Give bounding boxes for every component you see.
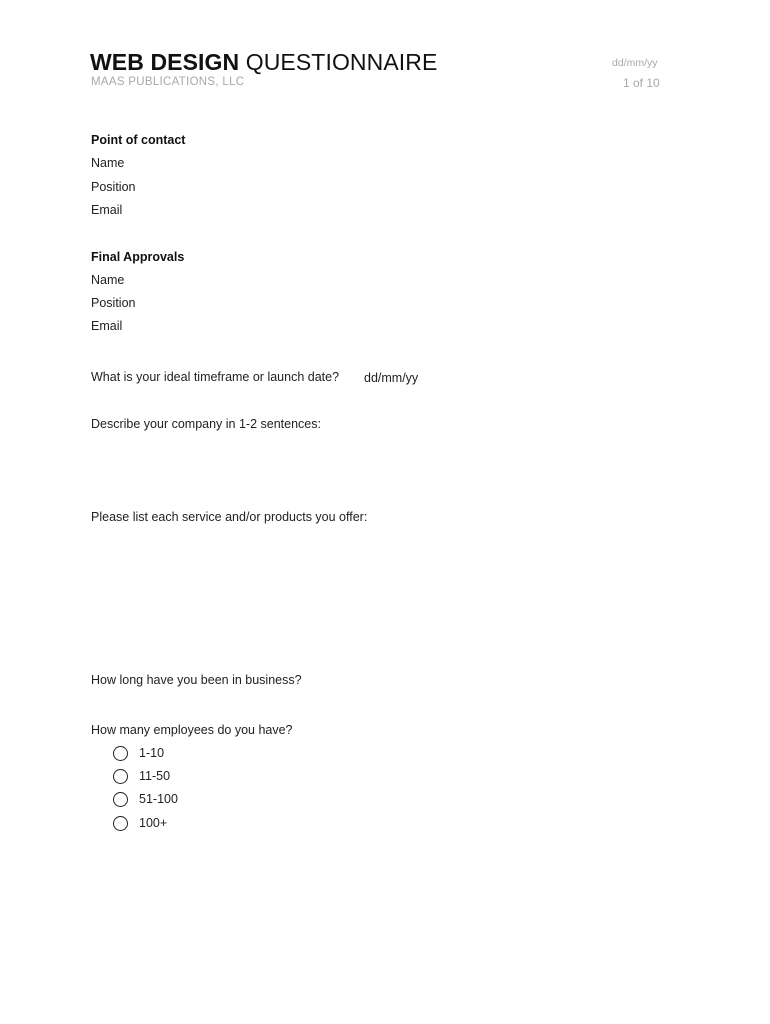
radio-option-11-50[interactable] — [113, 766, 170, 786]
radio-circle-icon[interactable] — [113, 792, 128, 807]
radio-option-51-100[interactable] — [113, 789, 178, 809]
page-title-bold: WEB DESIGN — [90, 49, 240, 75]
contact-position-field[interactable]: Position — [91, 180, 136, 194]
header-date-field[interactable]: dd/mm/yy — [612, 57, 658, 69]
contact-email-field[interactable]: Email — [91, 203, 123, 217]
radio-label: 11-50 — [139, 769, 171, 783]
radio-option-100-plus[interactable] — [113, 813, 167, 833]
question-services[interactable]: Please list each service and/or products you offer: — [91, 510, 368, 524]
question-timeframe: What is your ideal timeframe or launch date? — [91, 370, 340, 384]
page-counter: 1 of 10 — [623, 76, 660, 90]
radio-label: 100+ — [139, 816, 168, 830]
radio-label: 51-100 — [139, 792, 178, 806]
approval-name-field[interactable]: Name — [91, 273, 125, 287]
question-employees: How many employees do you have? — [91, 723, 293, 737]
radio-label: 1-10 — [139, 746, 165, 760]
approval-email-field[interactable]: Email — [91, 319, 123, 333]
page-title — [90, 48, 437, 76]
approval-position-field[interactable]: Position — [91, 296, 136, 310]
radio-circle-icon[interactable] — [113, 816, 128, 831]
radio-option-1-10[interactable] — [113, 743, 164, 763]
radio-circle-icon[interactable] — [113, 746, 128, 761]
section-title-point-of-contact: Point of contact — [91, 133, 186, 147]
question-business-length[interactable]: How long have you been in business? — [91, 673, 302, 687]
company-subtitle: MAAS PUBLICATIONS, LLC — [91, 76, 245, 88]
contact-name-field[interactable]: Name — [91, 156, 125, 170]
radio-circle-icon[interactable] — [113, 769, 128, 784]
launch-date-field[interactable]: dd/mm/yy — [364, 371, 419, 385]
page-title-rest: QUESTIONNAIRE — [239, 49, 438, 75]
question-describe-company[interactable]: Describe your company in 1-2 sentences: — [91, 417, 321, 431]
section-title-final-approvals: Final Approvals — [91, 250, 185, 264]
